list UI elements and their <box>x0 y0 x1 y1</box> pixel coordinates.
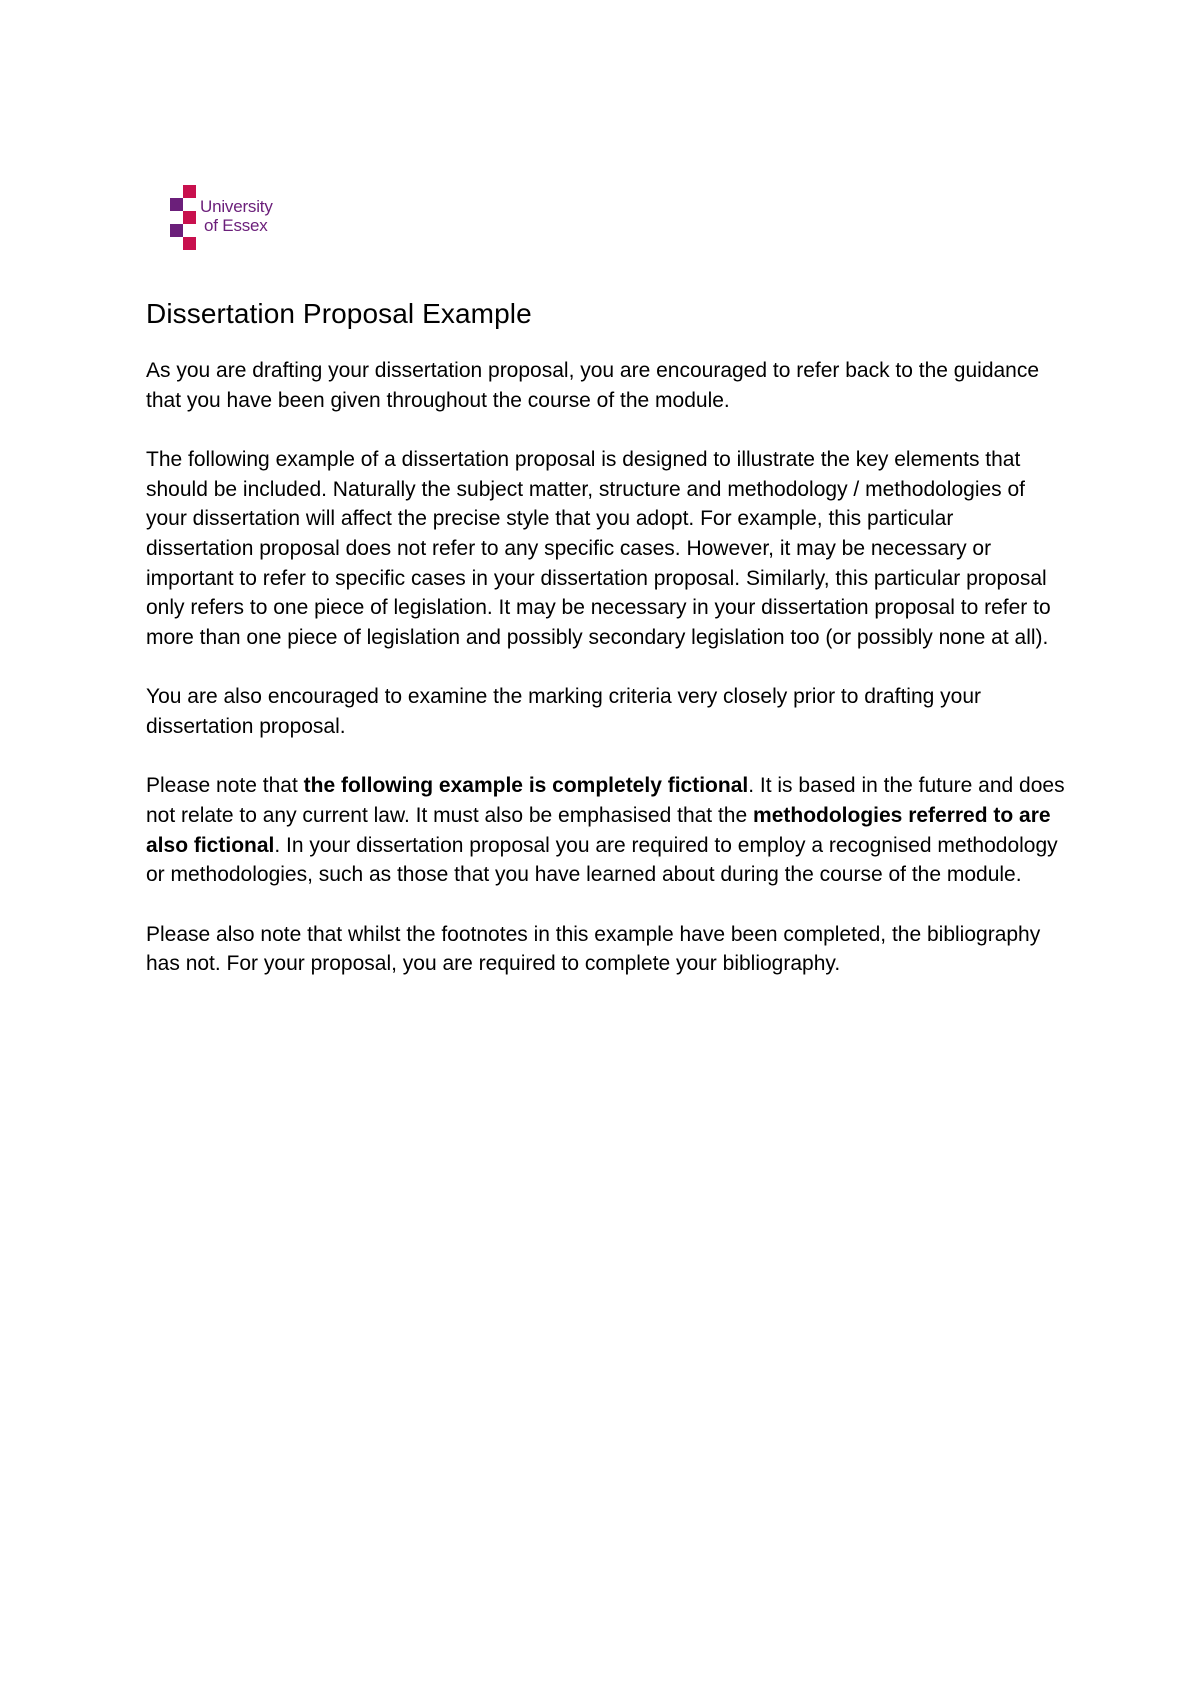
paragraph-bibliography-note: Please also note that whilst the footnotes in this example have been completed, the bibliography has not. For your proposal, you are required to complete your bibliography. <box>146 922 1041 976</box>
paragraph-fictional-note <box>146 771 1066 890</box>
document-title: Dissertation Proposal Example <box>146 298 532 329</box>
fictional-note-text-1: Please note that <box>146 774 304 798</box>
logo-line-2: of Essex <box>204 216 268 235</box>
fictional-note-text-2: . It is based in the future and does not relate to any current law. It must also be emphasised that the <box>146 774 1065 827</box>
logo-line-1: University <box>200 197 273 216</box>
document-body <box>146 296 1066 1008</box>
logo-mark-icon <box>170 185 196 251</box>
fictional-note-bold-1: the following example is completely fictional <box>303 774 749 798</box>
paragraph-intro: As you are drafting your dissertation proposal, you are encouraged to refer back to the guidance that you have been given throughout the course of the module. <box>146 359 1040 412</box>
university-logo <box>170 185 310 251</box>
paragraph-marking-criteria: You are also encouraged to examine the marking criteria very closely prior to drafting your dissertation proposal. <box>146 685 981 739</box>
fictional-note-text-3: . In your dissertation proposal you are required to employ a recognised methodology or methodologies, such as those that you have learned about during the course of the module. <box>146 833 1058 887</box>
paragraph-example-purpose: The following example of a dissertation proposal is designed to illustrate the key elements that should be included. Naturally the subject matter, structure and methodology / methodologies of your dissertation will affect the precise style that you adopt. For example, this particular dissertation proposal does not refer to any specific cases. However, it may be necessary or important to refer to specific cases in your dissertation proposal. Similarly, this particular proposal only refers to one piece of legislation. It may be necessary in your dissertation proposal to refer to more than one piece of legislation and possibly secondary legislation too (or possibly none at all). <box>146 447 1051 650</box>
logo-wordmark <box>200 197 273 235</box>
fictional-note-bold-2: methodologies referred to are also fictional <box>146 803 1051 857</box>
